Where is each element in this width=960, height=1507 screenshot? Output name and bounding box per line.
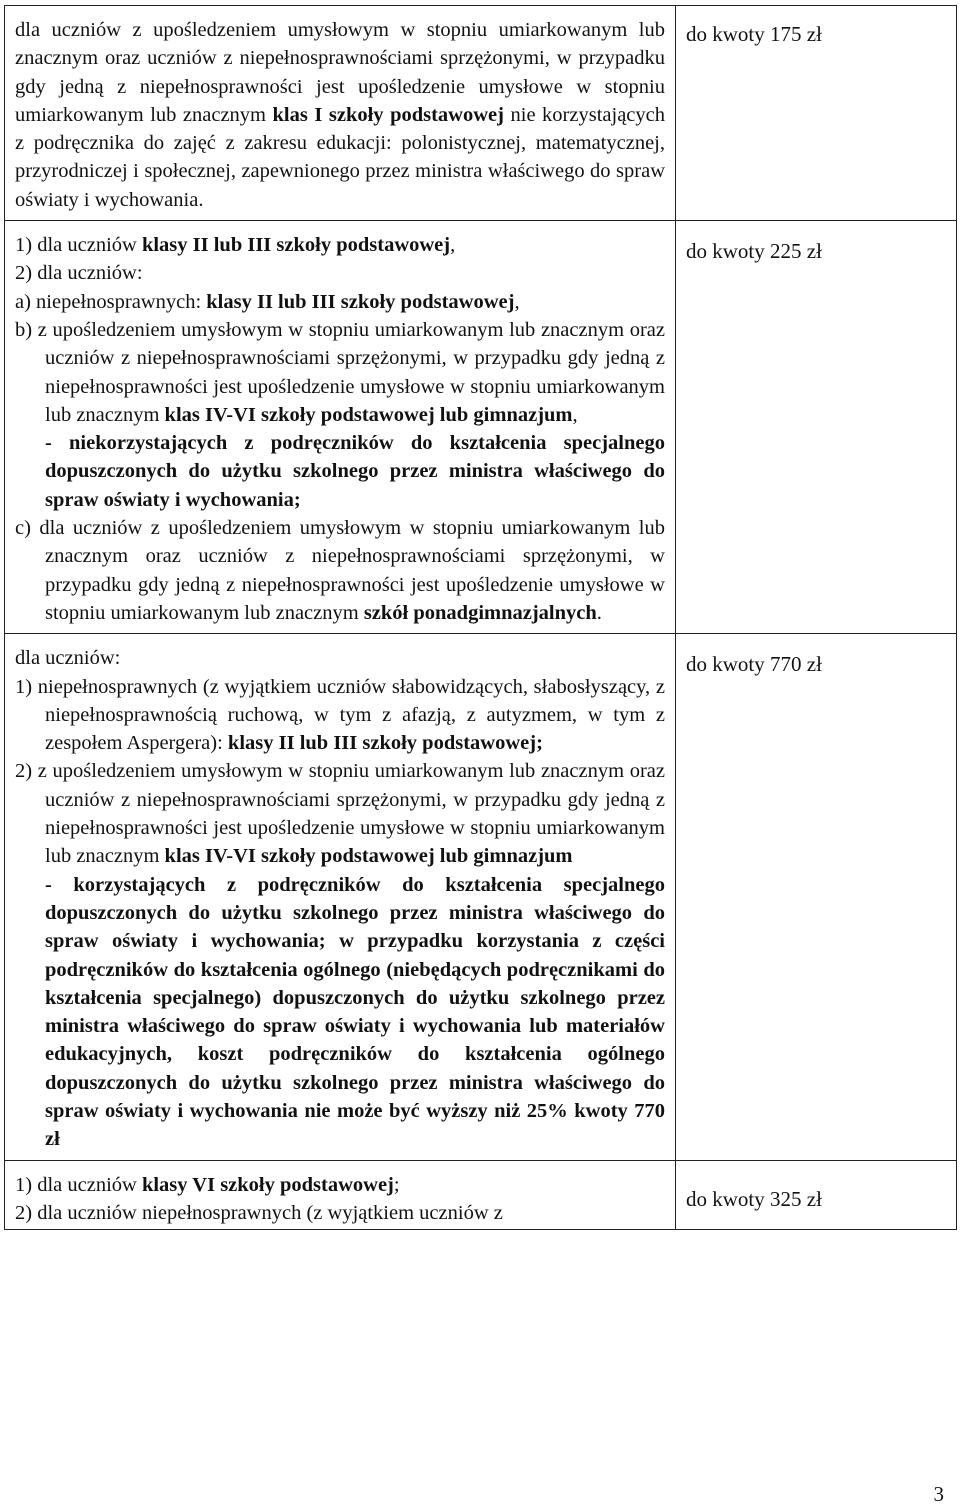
- table-row: [5, 6, 957, 221]
- description-cell: [5, 1160, 676, 1230]
- amount-text: do kwoty 225 zł: [686, 239, 822, 264]
- amount-cell: [676, 634, 957, 1160]
- page: [4, 5, 954, 1230]
- list-item: 1) niepełnosprawnych (z wyjątkiem uczniów słabowidzących, słabosłyszący, z niepełnosprawnością ruchową, w tym z afazją, z autyzmem, w tym z zespołem Aspergera): klasy II lub III szkoły podstawowej;: [15, 675, 665, 755]
- paragraph: dla uczniów:: [15, 647, 121, 670]
- list-item: 1) dla uczniów klasy VI szkoły podstawowej;: [15, 1173, 400, 1196]
- allowance-table: [4, 5, 957, 1230]
- amount-text: do kwoty 175 zł: [686, 22, 822, 46]
- amount-cell: [676, 221, 957, 634]
- description-cell: [5, 6, 676, 221]
- page-number: 3: [933, 1482, 944, 1506]
- table-row: [5, 1160, 957, 1230]
- description-cell: [5, 221, 676, 634]
- list-item: c) dla uczniów z upośledzeniem umysłowym w stopniu umiarkowanym lub znacznym oraz uczniów z niepełnosprawnościami sprzężonymi, w przypadku gdy jedną z niepełnosprawności jest upośledzenie umysłowe w stopniu umiarkowanym lub znacznym szkół ponadgimnazjalnych.: [15, 517, 665, 624]
- list-item: a) niepełnosprawnych: klasy II lub III szkoły podstawowej,: [15, 290, 520, 313]
- list-item: 2) z upośledzeniem umysłowym w stopniu umiarkowanym lub znacznym oraz uczniów z niepełnosprawnościami sprzężonymi, w przypadku gdy jedną z niepełnosprawności jest upośledzenie umysłowe w stopniu umiarkowanym lub znacznym klas IV-VI szkoły podstawowej lub gimnazjum: [15, 760, 665, 868]
- amount-text: do kwoty 770 zł: [686, 652, 822, 677]
- list-item: - korzystających z podręczników do kształcenia specjalnego dopuszczonych do użytku szkolnego przez ministra właściwego do spraw oświaty i wychowania; w przypadku korzystania z części podręczników do kształcenia ogólnego (niebędących podręcznikami do kształcenia specjalnego) dopuszczonych do użytku szkolnego przez ministra właściwego do spraw oświaty i wychowania lub materiałów edukacyjnych, koszt podręczników do kształcenia ogólnego dopuszczonych do użytku szkolnego przez ministra właściwego do spraw oświaty i wychowania nie może być wyższy niż 25% kwoty 770 zł: [45, 873, 665, 1151]
- amount-text: do kwoty 325 zł: [686, 1186, 822, 1211]
- amount-cell: [676, 1160, 957, 1230]
- table-row: [5, 221, 957, 634]
- table-row: [5, 634, 957, 1160]
- list-item: b) z upośledzeniem umysłowym w stopniu umiarkowanym lub znacznym oraz uczniów z niepełnosprawnościami sprzężonymi, w przypadku gdy jedną z niepełnosprawności jest upośledzenie umysłowe w stopniu umiarkowanym lub znacznym klas IV-VI szkoły podstawowej lub gimnazjum,: [15, 318, 665, 426]
- list-item: 2) dla uczniów:: [15, 262, 143, 285]
- description-cell: [5, 634, 676, 1160]
- amount-cell: [676, 6, 957, 221]
- list-item: - niekorzystających z podręczników do kształcenia specjalnego dopuszczonych do użytku szkolnego przez ministra właściwego do spraw oświaty i wychowania;: [45, 432, 665, 511]
- list-item: 1) dla uczniów klasy II lub III szkoły podstawowej,: [15, 234, 456, 257]
- paragraph: dla uczniów z upośledzeniem umysłowym w stopniu umiarkowanym lub znacznym oraz uczniów z niepełnosprawnościami sprzężonymi, w przypadku gdy jedną z niepełnosprawności jest upośledzenie umysłowe w stopniu umiarkowanym lub znacznym klas I szkoły podstawowej nie korzystających z podręcznika do zajęć z zakresu edukacji: polonistycznej, matematycznej, przyrodniczej i społecznej, zapewnionego przez ministra właściwego do spraw oświaty i wychowania.: [15, 19, 665, 211]
- list-item: 2) dla uczniów niepełnosprawnych (z wyjątkiem uczniów z: [15, 1201, 503, 1224]
